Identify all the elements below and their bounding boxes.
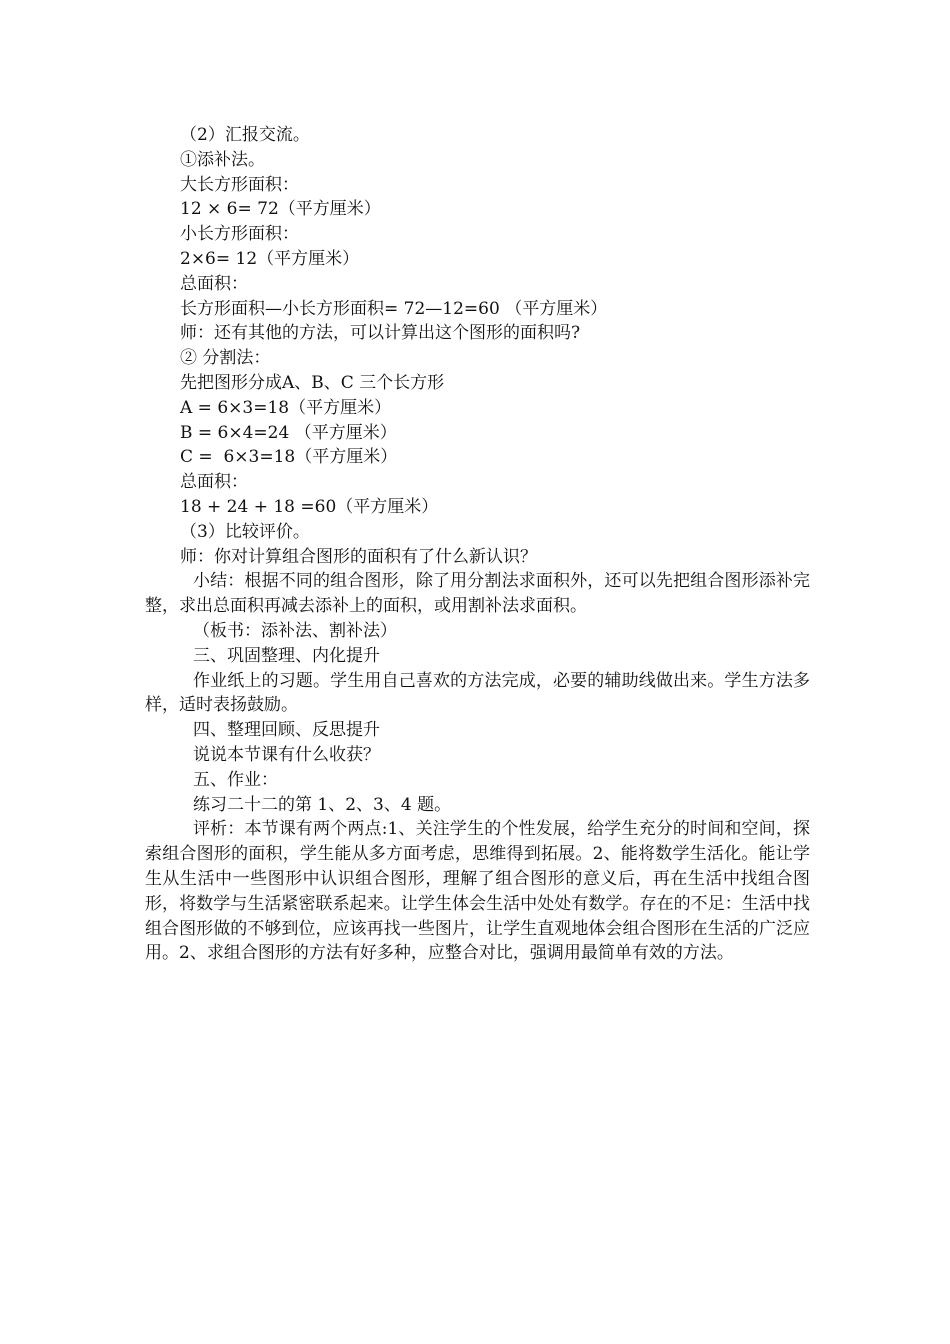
formula-line: 长方形面积—小长方形面积= 72—12=60 （平方厘米） bbox=[180, 298, 608, 319]
formula-line: B = 6×4=24 （平方厘米） bbox=[180, 422, 397, 443]
text-line: 小长方形面积： bbox=[180, 224, 299, 245]
section-text: 说说本节课有什么收获？ bbox=[193, 744, 380, 765]
summary-paragraph: 小结：根据不同的组合图形，除了用分割法求面积外，还可以先把组合图形添补完整，求出总面积再减去添补上的面积，或用割补法求面积。 bbox=[145, 571, 810, 617]
teacher-question: 师：你对计算组合图形的面积有了什么新认识？ bbox=[180, 546, 537, 567]
formula-line: 12 × 6= 72（平方厘米） bbox=[180, 199, 381, 220]
board-note: （板书：添补法、割补法） bbox=[193, 620, 397, 641]
formula-line: C = 6×3=18（平方厘米） bbox=[180, 447, 398, 468]
evaluation-paragraph: 评析：本节课有两个两点:1、关注学生的个性发展，给学生充分的时间和空间，探索组合图形的面积，学生能从多方面考虑，思维得到拓展。2、能将数学生活化。能让学生从生活中一些图形中认识组合图形，理解了组合图形的意义后，再在生活中找组合图形，将数学与生活紧密联系起来。让学生体会生活中处处有数学。存在的不足：生活中找组合图形做的不够到位，应该再找一些图片，让学生直观地体会组合图形在生活的广泛应用。2、求组合图形的方法有好多种，应整合对比，强调用最简单有效的方法。 bbox=[145, 819, 810, 964]
method-fill-heading: ①添补法。 bbox=[180, 149, 265, 170]
text-line: 总面积： bbox=[180, 472, 248, 493]
formula-line: A = 6×3=18（平方厘米） bbox=[180, 397, 392, 418]
compare-heading: （3）比较评价。 bbox=[180, 521, 310, 542]
text-line: 大长方形面积： bbox=[180, 174, 299, 195]
formula-line: 2×6= 12（平方厘米） bbox=[180, 248, 360, 269]
document-body bbox=[145, 123, 810, 966]
section-heading: 三、巩固整理、内化提升 bbox=[193, 645, 380, 666]
formula-line: 18 + 24 + 18 =60（平方厘米） bbox=[180, 496, 439, 517]
section-text: 练习二十二的第 1、2、3、4 题。 bbox=[193, 794, 452, 815]
report-heading: （2）汇报交流。 bbox=[180, 125, 310, 145]
section-heading: 五、作业： bbox=[193, 769, 278, 790]
section-heading: 四、整理回顾、反思提升 bbox=[193, 720, 380, 741]
method-split-heading: ② 分割法： bbox=[180, 348, 271, 369]
text-line: 总面积： bbox=[180, 273, 248, 294]
teacher-question: 师：还有其他的方法，可以计算出这个图形的面积吗? bbox=[180, 323, 581, 344]
section-paragraph: 作业纸上的习题。学生用自己喜欢的方法完成，必要的辅助线做出来。学生方法多样，适时表扬鼓励。 bbox=[145, 670, 810, 716]
text-line: 先把图形分成A、B、C 三个长方形 bbox=[180, 372, 445, 393]
